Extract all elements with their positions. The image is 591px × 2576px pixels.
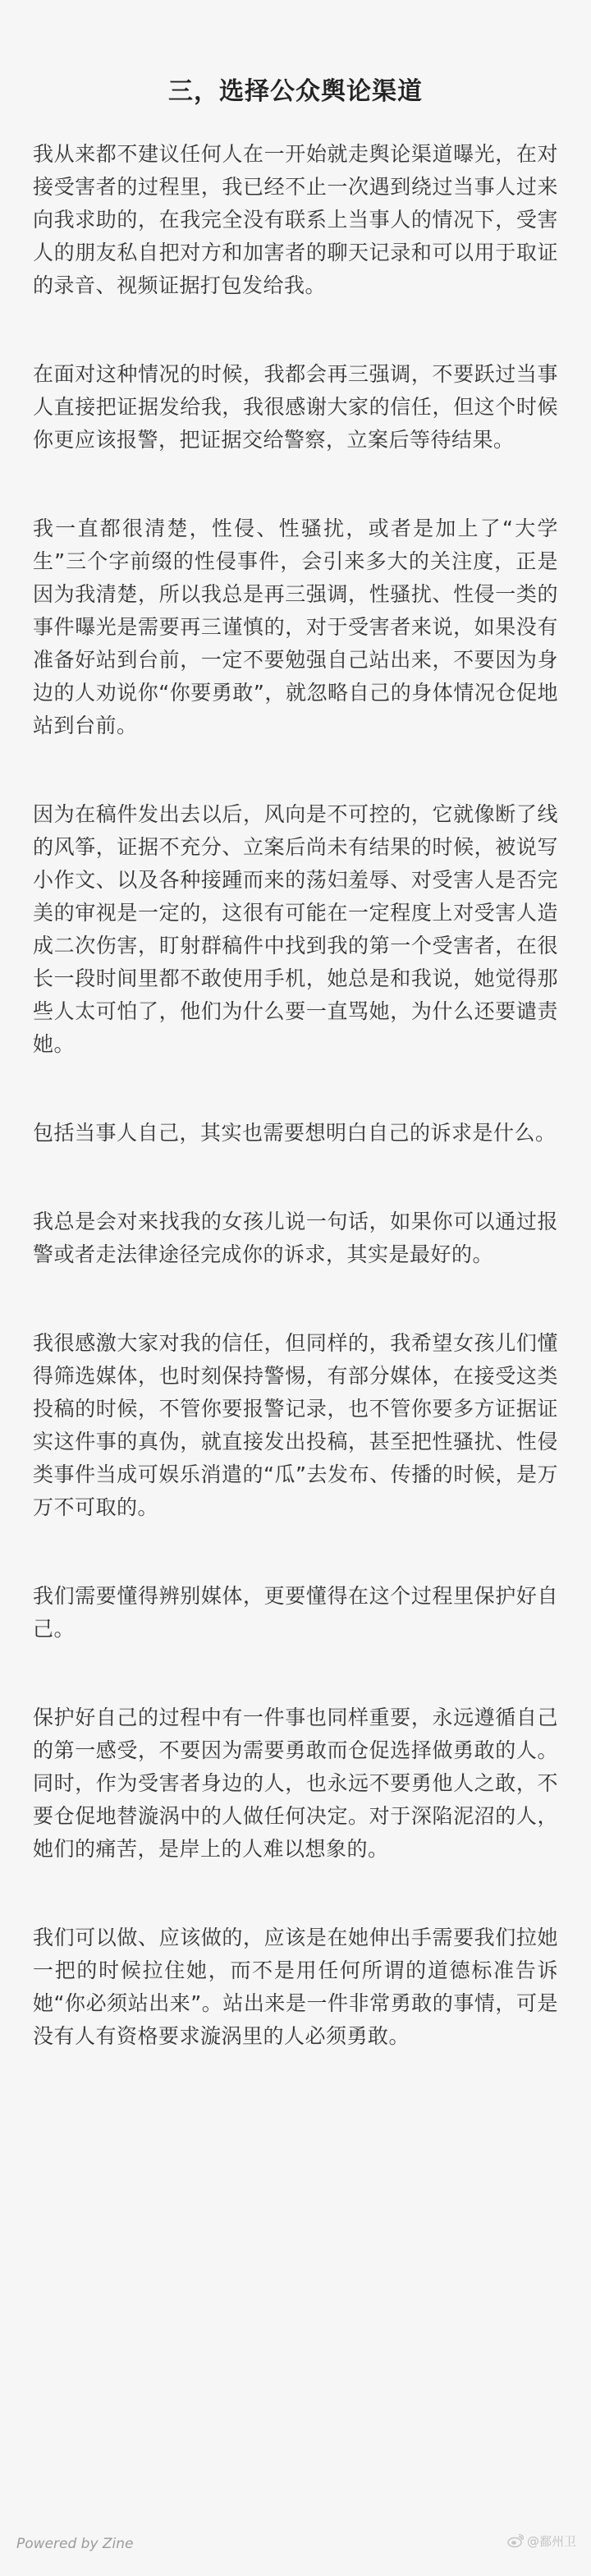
paragraph: 我总是会对来找我的女孩儿说一句话，如果你可以通过报警或者走法律途径完成你的诉求，其实是最好的。 bbox=[33, 1210, 558, 1266]
footer bbox=[0, 2528, 591, 2560]
article-body bbox=[33, 138, 558, 2109]
paragraph: 我一直都很清楚，性侵、性骚扰，或者是加上了“大学生”三个字前缀的性侵事件，会引来多大的关注度，正是因为我清楚，所以我总是再三强调，性骚扰、性侵一类的事件曝光是需要再三谨慎的，对于受害者来说，如果没有准备好站到台前，一定不要勉强自己站出来，不要因为身边的人劝说你“你要勇敢”，就忽略自己的身体情况仓促地站到台前。 bbox=[33, 517, 558, 737]
watermark-text: @鄱州卫 bbox=[526, 2534, 576, 2549]
paragraph: 因为在稿件发出去以后，风向是不可控的，它就像断了线的风筝，证据不充分、立案后尚未有结果的时候，被说写小作文、以及各种接踵而来的荡妇羞辱、对受害人是否完美的审视是一定的，这很有可能在一定程度上对受害人造成二次伤害，盯射群稿件中找到我的第一个受害者，在很长一段时间里都不敢使用手机，她总是和我说，她觉得那些人太可怕了，他们为什么要一直骂她，为什么还要谴责她。 bbox=[33, 802, 558, 1056]
paragraph: 我从来都不建议任何人在一开始就走舆论渠道曝光，在对接受害者的过程里，我已经不止一次遇到绕过当事人过来向我求助的，在我完全没有联系上当事人的情况下，受害人的朋友私自把对方和加害者的聊天记录和可以用于取证的录音、视频证据打包发给我。 bbox=[33, 142, 558, 297]
weibo-watermark bbox=[507, 2532, 576, 2550]
paragraph: 包括当事人自己，其实也需要想明白自己的诉求是什么。 bbox=[33, 1121, 557, 1145]
paragraph: 我们需要懂得辨别媒体，更要懂得在这个过程里保护好自己。 bbox=[33, 1584, 558, 1641]
paragraph: 在面对这种情况的时候，我都会再三强调，不要跃过当事人直接把证据发给我，我很感谢大家的信任，但这个时候你更应该报警，把证据交给警察，立案后等待结果。 bbox=[33, 362, 558, 452]
page-title: 三，选择公众舆论渠道 bbox=[168, 77, 423, 107]
paragraph: 我很感激大家对我的信任，但同样的，我希望女孩儿们懂得筛选媒体，也时刻保持警惕，有部分媒体，在接受这类投稿的时候，不管你要报警记录，也不管你要多方证据证实这件事的真伪，就直接发出投稿，甚至把性骚扰、性侵类事件当成可娱乐消遣的“瓜”去发布、传播的时候，是万万不可取的。 bbox=[33, 1331, 558, 1519]
weibo-logo-icon bbox=[507, 2534, 524, 2548]
paragraph: 保护好自己的过程中有一件事也同样重要，永远遵循自己的第一感受，不要因为需要勇敢而仓促选择做勇敢的人。同时，作为受害者身边的人，也永远不要勇他人之敢，不要仓促地替漩涡中的人做任何决定。对于深陷泥沼的人，她们的痛苦，是岸上的人难以想象的。 bbox=[33, 1706, 558, 1861]
paragraph: 我们可以做、应该做的，应该是在她伸出手需要我们拉她一把的时候拉住她，而不是用任何所谓的道德标准告诉她“你必须站出来”。站出来是一件非常勇敢的事情，可是没有人有资格要求漩涡里的人必须勇敢。 bbox=[33, 1926, 558, 2048]
powered-by-label: Powered by Zine bbox=[16, 2536, 134, 2552]
